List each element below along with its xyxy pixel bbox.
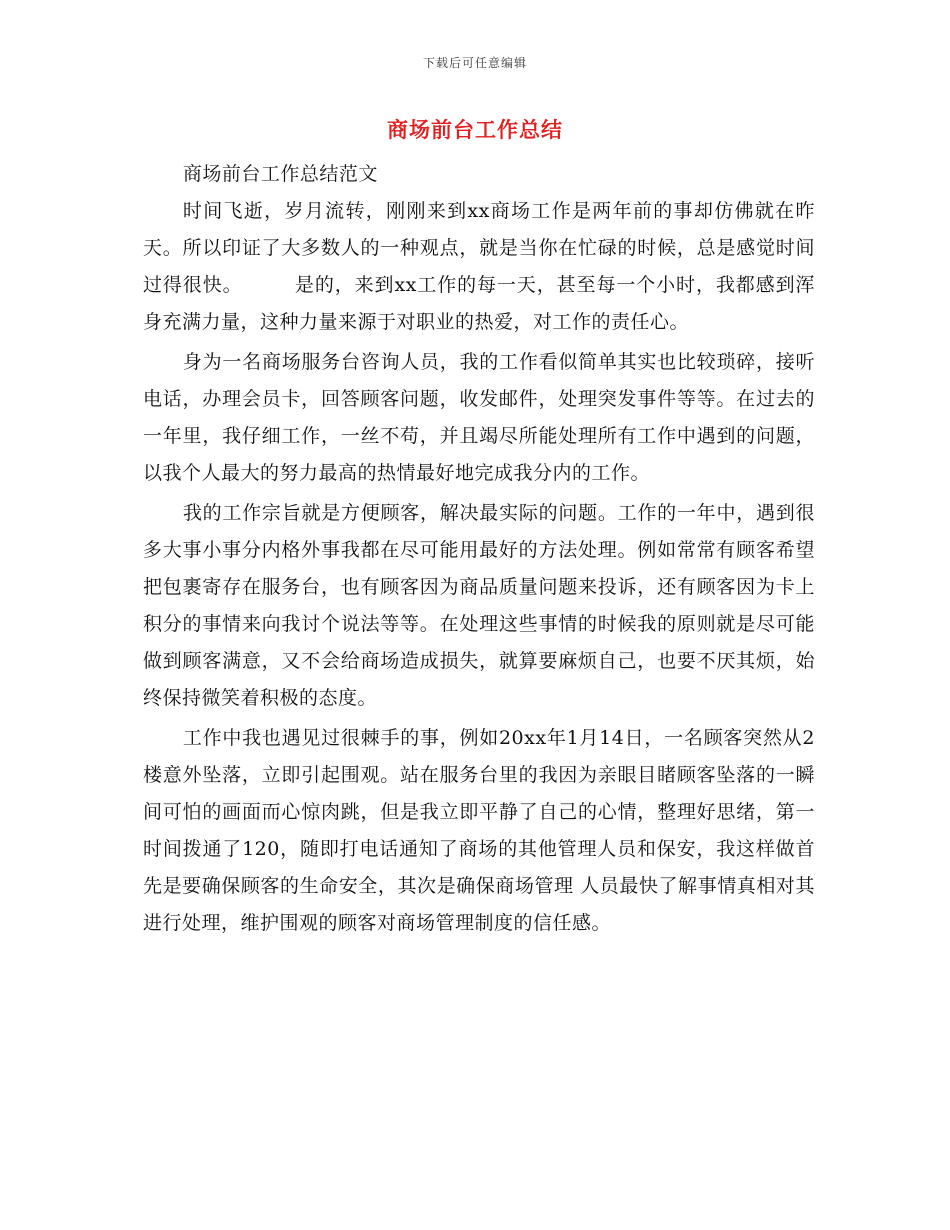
page-header-note: 下载后可任意编辑 [422,56,527,70]
document-subtitle: 商场前台工作总结范文 [182,163,378,185]
paragraph-4: 工作中我也遇见过很棘手的事，例如20xx年1月14日，一名顾客突然从2楼意外坠落，立即引起围观。站在服务台里的我因为亲眼目睹顾客坠落的一瞬间可怕的画面而心惊肉跳，但是我立即平静了自己的心情，整理好思绪，第一时间拨通了120，随即打电话通知了商场的其他管理人员和保安，我这样做首先是要确保顾客的生命安全，其次是确保商场管理 人员最快了解事情真相对其进行处理，维护围观的顾客对商场管理制度的信任感。 [143,727,815,934]
paragraph-2: 身为一名商场服务台咨询人员，我的工作看似简单其实也比较琐碎，接听电话，办理会员卡，回答顾客问题，收发邮件，处理突发事件等等。在过去的一年里，我仔细工作，一丝不苟，并且竭尽所能处理所有工作中遇到的问题，以我个人最大的努力最高的热情最好地完成我分内的工作。 [143,351,815,484]
paragraph-3: 我的工作宗旨就是方便顾客，解决最实际的问题。工作的一年中，遇到很多大事小事分内格外事我都在尽可能用最好的方法处理。例如常常有顾客希望把包裹寄存在服务台，也有顾客因为商品质量问题来投诉，还有顾客因为卡上积分的事情来向我讨个说法等等。在处理这些事情的时候我的原则就是尽可能做到顾客满意，又不会给商场造成损失，就算要麻烦自己，也要不厌其烦，始终保持微笑着积极的态度。 [143,502,815,709]
paragraph-1 [143,193,815,341]
document-title: 商场前台工作总结 [387,117,563,142]
paragraph-1-part-2: 是的，来到xx工作的每一天，甚至每一个小时，我都感到浑身充满力量，这种力量来源于对职业的热爱，对工作的责任心。 [143,274,815,333]
document-body [143,156,815,942]
paragraph-1-part-1: 时间飞逝，岁月流转，刚刚来到xx商场工作是两年前的事却仿佛就在昨天。所以印证了大多数人的一种观点，就是当你在忙碌的时候，总是感觉时间过得很快。 [143,200,815,296]
